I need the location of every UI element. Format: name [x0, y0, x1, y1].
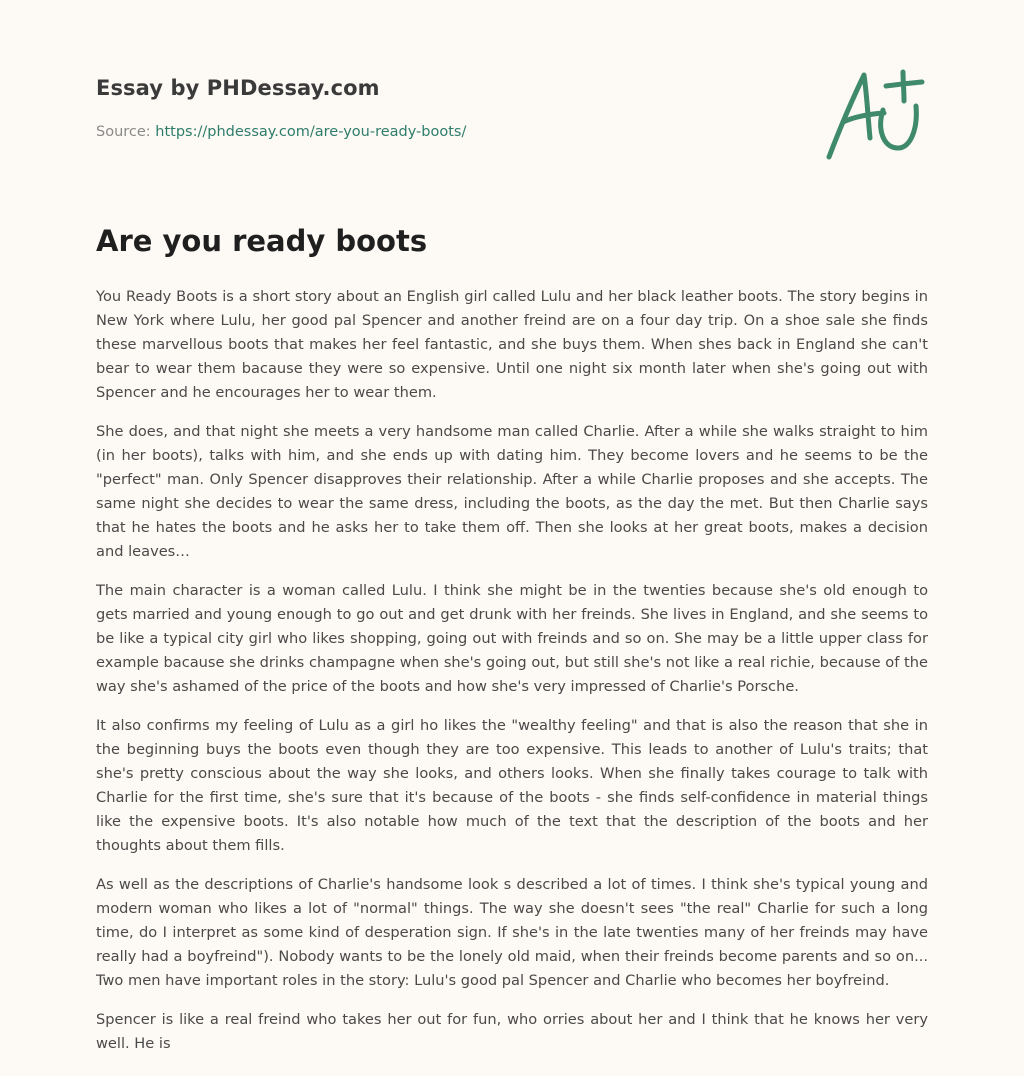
essay-title: Are you ready boots: [96, 224, 428, 258]
essay-body: [96, 285, 928, 1071]
essay-paragraph: The main character is a woman called Lulu. I think she might be in the twenties because she's old enough to gets married and young enough to go out and get drunk with her freinds. She lives in England, and she seems to be like a typical city girl who likes shopping, going out with freinds and so on. She may be a little upper class for example bacause she drinks champagne when she's going out, but still she's not like a real richie, because of the way she's ashamed of the price of the boots and how she's very impressed of Charlie's Porsche.: [96, 582, 928, 695]
essay-paragraph: As well as the descriptions of Charlie's handsome look s described a lot of times. I think she's typical young and modern woman who likes a lot of "normal" things. The way she doesn't sees "the real" Charlie for such a long time, do I interpret as some kind of desperation sign. If she's in the late twenties many of her freinds may have really had a boyfreind"). Nobody wants to be the lonely old maid, when their freinds become parents and so on... Two men have important roles in the story: Lulu's good pal Spencer and Charlie who becomes her boyfreind.: [96, 876, 928, 989]
a-plus-grade-icon: [826, 68, 926, 164]
source-link[interactable]: https://phdessay.com/are-you-ready-boots/: [155, 124, 467, 140]
essay-paragraph: Spencer is like a real freind who takes her out for fun, who orries about her and I think that he knows her very well. He is: [96, 1011, 928, 1052]
essay-paragraph: She does, and that night she meets a very handsome man called Charlie. After a while she walks straight to him (in her boots), talks with him, and she ends up with dating him. They become lovers and he seems to be the "perfect" man. Only Spencer disapproves their relationship. After a while Charlie proposes and she accepts. The same night she decides to wear the same dress, including the boots, as the day the met. But then Charlie says that he hates the boots and he asks her to take them off. Then she looks at her great boots, makes a decision and leaves…: [96, 423, 928, 560]
source-label: Source:: [96, 124, 151, 140]
essay-paragraph: It also confirms my feeling of Lulu as a girl ho likes the "wealthy feeling" and that is also the reason that she in the beginning buys the boots even though they are too expensive. This leads to another of Lulu's traits; that she's pretty conscious about the way she looks, and others looks. When she finally takes courage to talk with Charlie for the first time, she's sure that it's because of the boots - she finds self-confidence in material things like the expensive boots. It's also notable how much of the text that the description of the boots and her thoughts about them fills.: [96, 717, 928, 854]
site-brand: Essay by PHDessay.com: [96, 76, 380, 100]
essay-paragraph: You Ready Boots is a short story about an English girl called Lulu and her black leather boots. The story begins in New York where Lulu, her good pal Spencer and another freind are on a four day trip. On a shoe sale she finds these marvellous boots that makes her feel fantastic, and she buys them. When shes back in England she can't bear to wear them bacause they were so expensive. Until one night six month later when she's going out with Spencer and he encourages her to wear them.: [96, 288, 928, 401]
source-line: [96, 124, 466, 140]
